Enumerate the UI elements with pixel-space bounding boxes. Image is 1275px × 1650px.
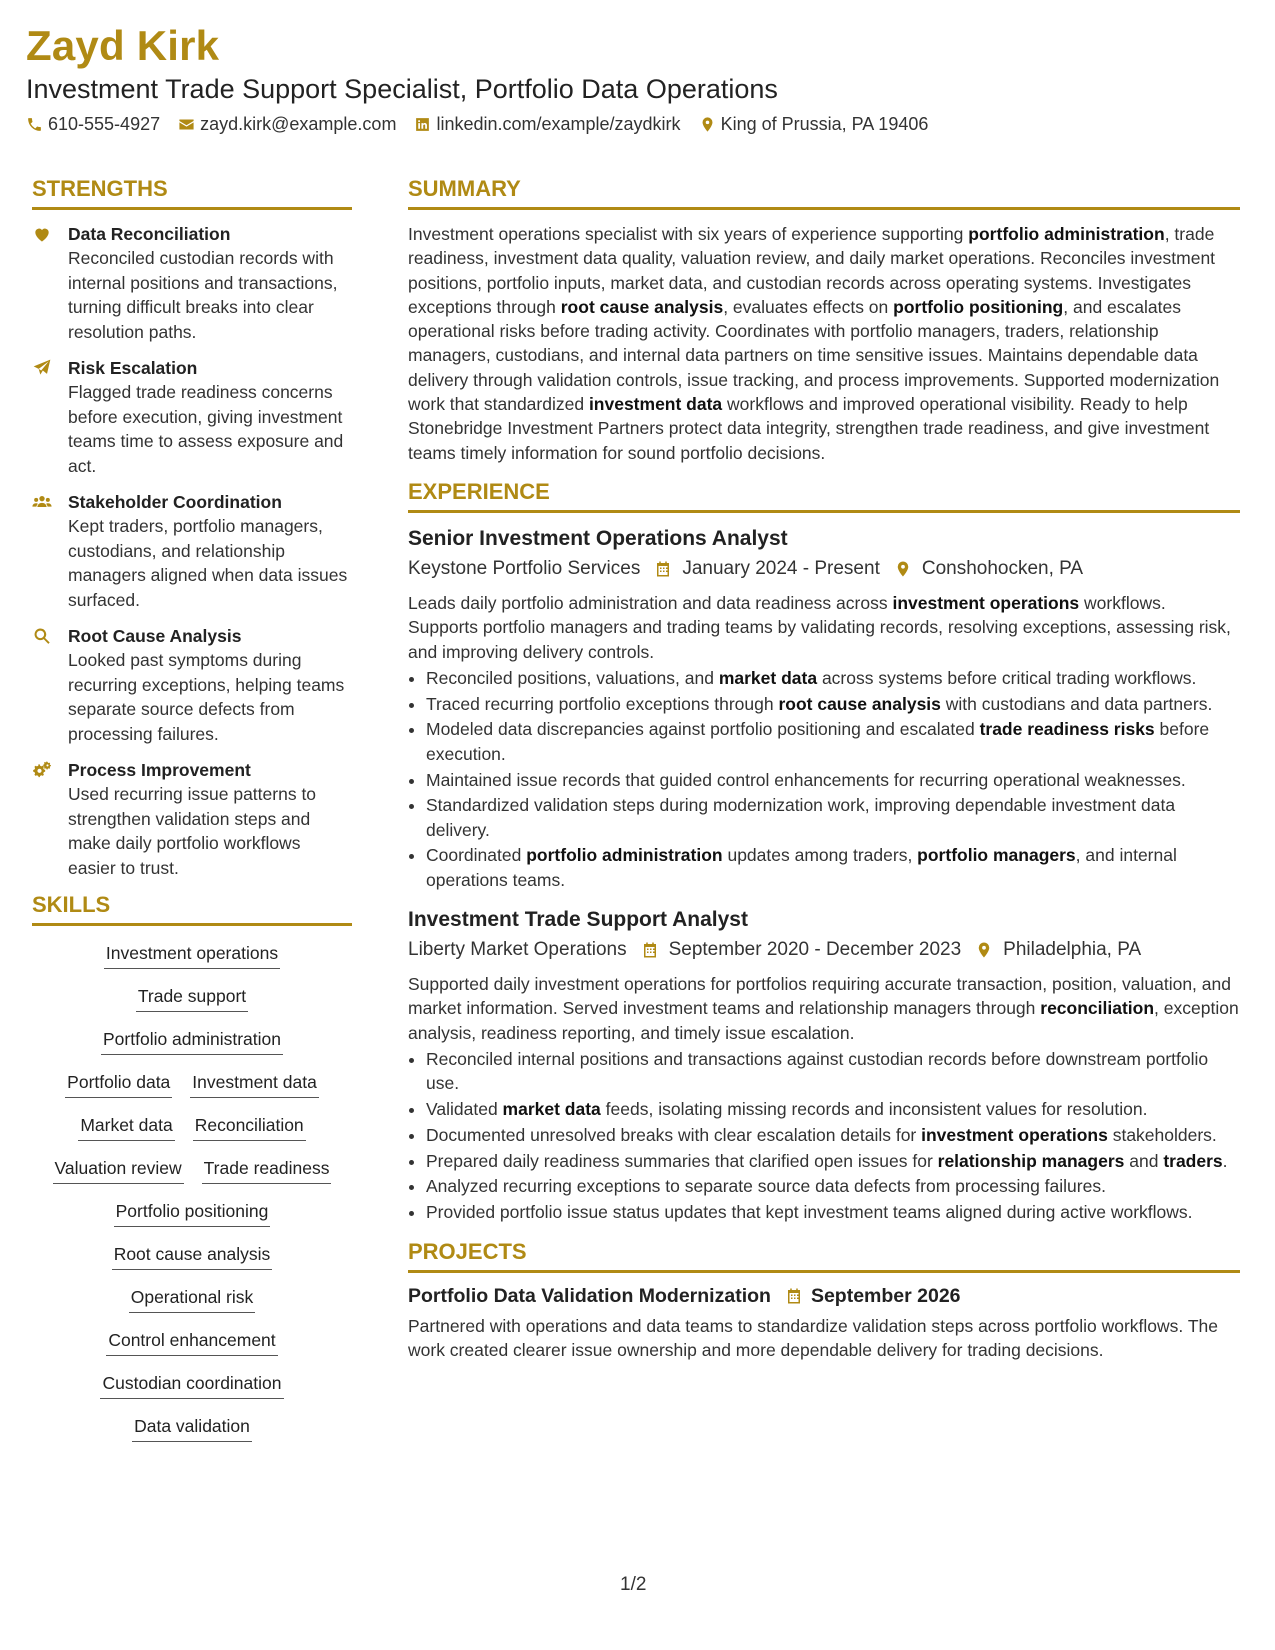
summary-text: [408, 222, 1240, 465]
skill-tag: Data validation: [132, 1415, 252, 1442]
bold-keyword: investment operations: [892, 592, 1080, 613]
text-run: Maintained issue records that guided control enhancements for recurring operational weaknesses.: [426, 769, 1186, 790]
phone-icon: [26, 116, 43, 133]
linkedin-text: linkedin.com/example/zaydkirk: [436, 114, 681, 134]
location-text: King of Prussia, PA 19406: [720, 114, 929, 134]
skills-list: [32, 938, 352, 1442]
strength-item: [32, 356, 352, 478]
skill-tag: Investment data: [190, 1071, 319, 1098]
bold-keyword: portfolio administration: [968, 224, 1165, 244]
job-location: [894, 555, 1083, 583]
skill-tag: Investment operations: [104, 942, 280, 969]
bullet-item: [426, 1149, 1240, 1173]
strength-item: [32, 222, 352, 344]
strength-desc: Kept traders, portfolio managers, custodians, and relationship managers aligned when data issues surfaced.: [68, 516, 348, 610]
text-run: before execution.: [426, 719, 1210, 764]
heart-icon: [32, 224, 52, 244]
skill-tag: Portfolio positioning: [114, 1200, 271, 1227]
bold-keyword: portfolio administration: [526, 845, 723, 866]
bold-keyword: root cause analysis: [560, 296, 724, 317]
text-run: Provided portfolio issue status updates that kept investment teams aligned during active workflows.: [426, 1202, 1193, 1223]
job-bullets: [408, 666, 1240, 892]
project-date: September 2026: [810, 1284, 961, 1307]
skill-tag: Portfolio data: [65, 1071, 172, 1098]
skills-section: [32, 892, 352, 1442]
text-run: , exception analysis, readiness reporting, and timely issue escalation.: [408, 998, 1239, 1043]
bullet-item: [426, 692, 1240, 716]
text-run: , evaluates effects on: [723, 296, 894, 317]
bullet-item: [426, 1123, 1240, 1147]
text-run: Prepared daily readiness summaries that clarified open issues for: [426, 1150, 938, 1171]
map-pin-icon: [699, 116, 716, 133]
skill-tag: Root cause analysis: [112, 1243, 273, 1270]
job-title: Investment Trade Support Analyst: [408, 908, 748, 932]
contact-phone[interactable]: [26, 114, 160, 135]
job-summary: [408, 591, 1240, 664]
calendar-icon: [654, 560, 672, 578]
strength-desc: Looked past symptoms during recurring exceptions, helping teams separate source defects from processing failures.: [68, 650, 345, 744]
skill-tag: Operational risk: [129, 1286, 256, 1313]
bold-keyword: market data: [502, 1099, 601, 1120]
candidate-name: Zayd Kirk: [26, 22, 220, 69]
text-run: Documented unresolved breaks with clear escalation details for: [426, 1124, 922, 1145]
job-company: Keystone Portfolio Services: [408, 557, 641, 579]
text-run: Modeled data discrepancies against portfolio positioning and escalated: [426, 719, 980, 740]
strength-item: [32, 624, 352, 746]
strength-desc: Used recurring issue patterns to strengthen validation steps and make daily portfolio workflows easier to trust.: [68, 784, 317, 878]
phone-text: 610-555-4927: [48, 114, 161, 134]
strength-title: Data Reconciliation: [68, 224, 231, 244]
strengths-heading: STRENGTHS: [32, 176, 352, 210]
job-title: Senior Investment Operations Analyst: [408, 526, 788, 550]
projects-heading: PROJECTS: [408, 1239, 1240, 1273]
text-run: updates among traders,: [722, 845, 918, 866]
text-run: , trade readiness, investment data quality, valuation review, and daily market operations. Reconciles investment positions, portfolio inputs, market data, and custodian records across operating systems. Investigates exceptions through: [408, 224, 1216, 317]
bullet-item: [426, 1174, 1240, 1198]
calendar-icon: [641, 941, 659, 959]
text-run: Validated: [426, 1099, 503, 1120]
job-entry: [408, 525, 1240, 892]
text-run: and: [1124, 1150, 1164, 1171]
email-text: zayd.kirk@example.com: [200, 114, 397, 134]
contact-bar: [26, 114, 946, 135]
text-run: with custodians and data partners.: [940, 693, 1213, 714]
contact-linkedin[interactable]: [414, 114, 680, 135]
gears-icon: [32, 760, 52, 780]
strengths-list: [32, 222, 352, 880]
bold-keyword: portfolio positioning: [893, 296, 1064, 317]
paper-plane-icon: [32, 358, 52, 378]
bullet-item: [426, 1200, 1240, 1224]
calendar-icon: [785, 1287, 803, 1305]
candidate-headline: Investment Trade Support Specialist, Portfolio Data Operations: [26, 74, 778, 104]
bold-keyword: root cause analysis: [778, 693, 941, 714]
strength-desc: Flagged trade readiness concerns before execution, giving investment teams time to assess exposure and act.: [68, 382, 344, 476]
job-meta: [408, 936, 1240, 964]
skill-tag: Portfolio administration: [101, 1028, 283, 1055]
strength-item: [32, 490, 352, 612]
skill-tag: Trade support: [136, 985, 248, 1012]
skill-tag: Market data: [78, 1114, 174, 1141]
text-run: .: [1222, 1150, 1228, 1171]
text-run: Supported daily investment operations for portfolios requiring accurate transaction, position, valuation, and market information. Served investment teams and relationship managers through: [408, 974, 1231, 1019]
bold-keyword: relationship managers: [937, 1150, 1125, 1171]
bullet-item: [426, 768, 1240, 792]
strength-title: Stakeholder Coordination: [68, 492, 282, 512]
text-run: Traced recurring portfolio exceptions through: [426, 693, 779, 714]
text-run: Reconciled positions, valuations, and: [426, 667, 719, 688]
strength-title: Process Improvement: [68, 760, 251, 780]
page-number: 1/2: [620, 1574, 647, 1595]
project-header: [408, 1285, 1240, 1308]
job-dates-text: September 2020 - December 2023: [668, 939, 962, 961]
skill-tag: Trade readiness: [202, 1157, 332, 1184]
bold-keyword: reconciliation: [1040, 998, 1155, 1019]
experience-heading: EXPERIENCE: [408, 479, 1240, 513]
summary-heading: SUMMARY: [408, 176, 1240, 210]
job-summary: [408, 972, 1240, 1045]
text-run: stakeholders.: [1107, 1124, 1217, 1145]
bullet-item: [426, 1097, 1240, 1121]
bold-keyword: market data: [718, 667, 818, 688]
text-run: Reconciled internal positions and transactions against custodian records before downstream portfolio use.: [426, 1048, 1209, 1094]
skill-tag: Control enhancement: [106, 1329, 277, 1356]
job-bullets: [408, 1047, 1240, 1225]
job-meta: [408, 555, 1240, 583]
skill-tag: Valuation review: [53, 1157, 184, 1184]
project-title: Portfolio Data Validation Modernization: [408, 1284, 771, 1307]
text-run: workflows. Supports portfolio managers and trading teams by validating records, resolving exceptions, assessing risk, and improving delivery controls.: [408, 592, 1231, 662]
job-dates: [654, 555, 880, 583]
skill-tag: Reconciliation: [193, 1114, 306, 1141]
bold-keyword: portfolio managers: [917, 845, 1076, 866]
job-location-text: Philadelphia, PA: [1003, 939, 1142, 961]
text-run: Analyzed recurring exceptions to separate source data defects from processing failures.: [426, 1176, 1106, 1197]
text-run: Coordinated: [426, 845, 527, 866]
envelope-icon: [178, 116, 195, 133]
job-location-text: Conshohocken, PA: [921, 557, 1084, 579]
skill-tag: Custodian coordination: [100, 1372, 283, 1399]
project-entry: [408, 1285, 1240, 1363]
job-entry: [408, 906, 1240, 1224]
job-location: [975, 936, 1141, 964]
text-run: Investment operations specialist with six years of experience supporting: [408, 224, 969, 244]
job-dates-text: January 2024 - Present: [682, 557, 880, 579]
strength-title: Root Cause Analysis: [68, 626, 242, 646]
search-icon: [32, 626, 52, 646]
bold-keyword: traders: [1163, 1150, 1223, 1171]
bold-keyword: trade readiness risks: [979, 719, 1155, 740]
bullet-item: [426, 843, 1240, 892]
text-run: , and escalates operational risks before trading activity. Coordinates with portfolio managers, traders, relationship managers, custodians, and internal data partners on time sensitive issues. Maintains dependable data delivery through validation controls, issue tracking, and process improvements. Supported modernization work that standardized: [408, 296, 1220, 415]
contact-location: [699, 114, 929, 135]
job-dates: [641, 936, 962, 964]
bullet-item: [426, 666, 1240, 690]
job-company: Liberty Market Operations: [408, 939, 627, 961]
strength-item: [32, 758, 352, 880]
left-column: [32, 176, 352, 1442]
skills-heading: SKILLS: [32, 892, 352, 926]
bullet-item: [426, 717, 1240, 766]
contact-email[interactable]: [178, 114, 396, 135]
map-pin-icon: [975, 941, 993, 959]
linkedin-icon: [414, 116, 431, 133]
map-pin-icon: [894, 560, 912, 578]
strength-desc: Reconciled custodian records with internal positions and transactions, turning difficult breaks into clear resolution paths.: [68, 248, 338, 342]
bullet-item: [426, 1047, 1240, 1096]
bullet-item: [426, 793, 1240, 842]
right-column: [408, 176, 1240, 1362]
users-icon: [32, 492, 52, 512]
text-run: Leads daily portfolio administration and data readiness across: [408, 592, 893, 613]
strength-title: Risk Escalation: [68, 358, 198, 378]
bold-keyword: investment operations: [921, 1124, 1108, 1145]
text-run: , and internal operations teams.: [426, 845, 1177, 890]
bold-keyword: investment data: [588, 394, 723, 415]
project-desc: Partnered with operations and data teams to standardize validation steps across portfolio workflows. The work created clearer issue ownership and more dependable delivery for trading decisions.: [408, 1315, 1218, 1360]
text-run: across systems before critical trading workflows.: [817, 667, 1197, 688]
text-run: workflows and improved operational visibility. Ready to help Stonebridge Investment Partners protect data integrity, strengthen trade readiness, and give investment teams timely information for sound portfolio decisions.: [408, 394, 1210, 463]
text-run: feeds, isolating missing records and inconsistent values for resolution.: [600, 1099, 1148, 1120]
text-run: Standardized validation steps during modernization work, improving dependable investment data delivery.: [426, 795, 1176, 840]
